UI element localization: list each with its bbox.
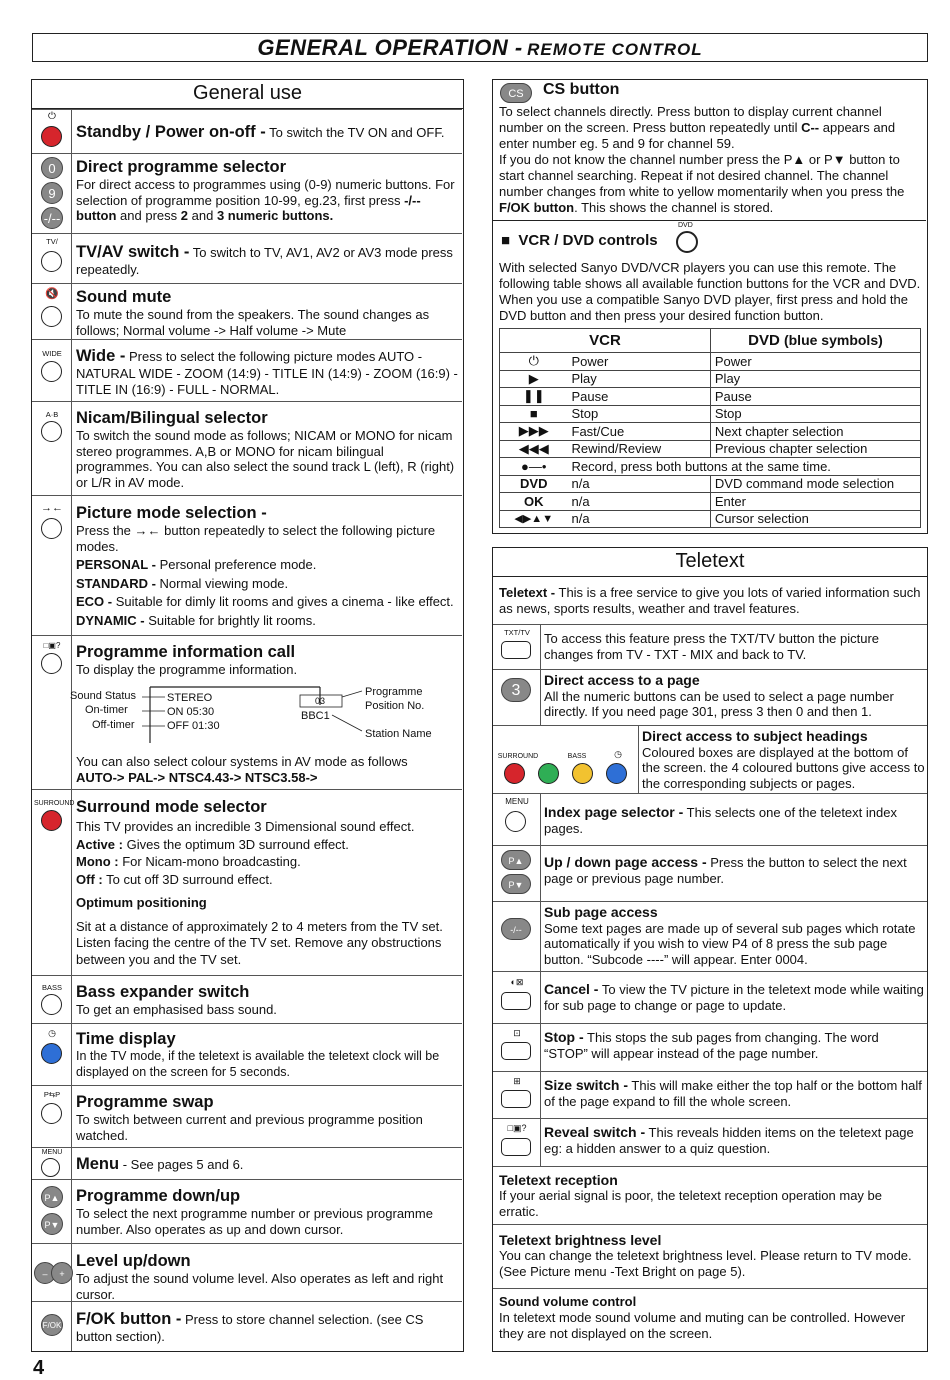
power-icon: ⏻ [48, 111, 56, 122]
colour-systems-text: You can also select colour systems in AV mode as follows [76, 754, 408, 769]
nicam-desc: To switch the sound mode as follows; NICAM or MONO for nicam stereo programmes. A,B or MONO for nicam bilingual programmes. You can also select the sound track L (left), R (right) or L/R in AV mode. [76, 428, 455, 490]
teletext-intro: This is a free service to give you lots of varied information such as news, sports results, weather and travel features. [499, 585, 921, 616]
p-up-button[interactable]: P▲ [41, 1186, 63, 1208]
surround-desc: This TV provides an incredible 3 Dimensional sound effect. [76, 819, 415, 834]
red-button[interactable] [504, 763, 525, 784]
size-button[interactable] [501, 1090, 531, 1108]
numeric-text: 3 numeric buttons. [216, 208, 334, 223]
bass-label: BASS [41, 983, 62, 992]
brightness-desc: You can change the teletext brightness level. Please return to TV mode.(See Picture menu -Text Bright on page 5). [499, 1248, 912, 1279]
p-down-button[interactable]: P▼ [41, 1213, 63, 1235]
cancel-title: Cancel - [544, 981, 599, 997]
direct-page-title: Direct access to a page [544, 672, 700, 688]
general-use-section [31, 79, 464, 1352]
programme-down-up-desc: To select the next programme number or previous programme number. Also operates as up and down cursor. [76, 1206, 433, 1237]
two-text: 2 [180, 208, 188, 223]
vcr-cell: Stop [568, 405, 711, 423]
reveal-icon: □▣? [507, 1123, 527, 1133]
table-row [500, 475, 921, 493]
info-desc: To display the programme information. [76, 662, 298, 677]
tv-av-title: TV/AV switch - [76, 243, 190, 261]
cs-text1: To select channels directly. Press button to display current channel number on the screen. Press button repeatedly until [499, 104, 882, 135]
row-sub-page [493, 901, 927, 971]
symbol-cell: ◀◀◀ [500, 440, 568, 458]
row-programme-info [32, 635, 462, 789]
title-main: GENERAL OPERATION - [257, 35, 523, 60]
mute-button[interactable] [41, 306, 62, 327]
surround-mode-key: Off : [76, 871, 103, 887]
volume-up-button[interactable]: + [51, 1262, 73, 1284]
dvd-col-header-cell [710, 329, 920, 353]
dvd-cell: Previous chapter selection [710, 440, 920, 458]
bass-desc: To get an emphasised bass sound. [76, 1002, 277, 1017]
vcr-cell: n/a [568, 475, 711, 493]
row-subject-headings [493, 725, 927, 793]
wide-label: WIDE [42, 349, 62, 358]
vcr-intro: With selected Sanyo DVD/VCR players you can use this remote. The following table shows all available function buttons for the VCR and DVD. When you use a compatible Sanyo DVD player, first press and hold the DVD button and then press your desired function button. [499, 260, 921, 323]
bass-label: BASS [567, 753, 587, 760]
symbol-cell: DVD [500, 475, 568, 493]
osd-off-timer: Off-timer [92, 719, 135, 731]
mode-value: Suitable for brightly lit rooms. [148, 612, 316, 628]
standby-title: Standby / Power on-off - [76, 123, 266, 141]
row-bass [32, 975, 462, 1023]
mute-title: Sound mute [76, 288, 172, 306]
symbol-cell: ◀▶▲▼ [500, 510, 568, 528]
menu-button[interactable] [41, 1158, 60, 1177]
stop-icon: ⊡ [513, 1028, 521, 1038]
surround-label: SURROUND [497, 753, 539, 760]
dvd-cell: Play [710, 370, 920, 388]
vcr-cell: n/a [568, 493, 711, 511]
menu-title: Menu [76, 1155, 120, 1173]
surround-label: SURROUND [34, 800, 75, 807]
cancel-icon: ◐⊠ [510, 977, 524, 987]
row-programme-down-up [32, 1179, 462, 1243]
dvd-col-header: DVD [748, 332, 780, 349]
row-tv-av [32, 233, 462, 283]
symbol-cell: ⏻ [500, 353, 568, 371]
dvd-cell: Enter [710, 493, 920, 511]
page-up-button[interactable]: P▲ [501, 850, 531, 870]
mode-value: Suitable for dimly lit rooms and gives a cinema - like effect. [115, 594, 454, 609]
mode-value: Personal preference mode. [159, 557, 317, 572]
cs-text2c: . This shows the channel is stored. [574, 200, 774, 215]
osd-prog-pos2: Position No. [365, 700, 425, 712]
row-picture-mode [32, 495, 462, 635]
and-press-text: and press [120, 208, 178, 223]
bass-title: Bass expander switch [76, 983, 250, 1001]
swap-label: P⇆P [43, 1090, 61, 1099]
level-desc: To adjust the sound volume level. Also operates as left and right cursor. [76, 1271, 444, 1302]
vcr-col-header: VCR [500, 329, 711, 353]
vcr-dvd-table [499, 328, 921, 528]
mode-key: PERSONAL - [76, 557, 156, 572]
up-down-title: Up / down page access - [544, 854, 707, 870]
vcr-cell: Rewind/Review [568, 440, 711, 458]
mode-key: STANDARD - [76, 575, 156, 591]
level-title: Level up/down [76, 1252, 191, 1270]
table-row [500, 510, 921, 528]
size-icon: ⊞ [513, 1076, 521, 1086]
note-brightness [493, 1224, 927, 1288]
green-button[interactable] [538, 763, 559, 784]
clock-icon: ◷ [48, 1028, 56, 1038]
mode-key: DYNAMIC - [76, 612, 145, 628]
size-desc: This will make either the top half or the bottom half of the page expand to fill the whole screen. [544, 1078, 922, 1109]
symbol-cell: ❚❚ [500, 388, 568, 406]
index-title: Index page selector - [544, 804, 684, 820]
row-menu [32, 1147, 462, 1179]
picture-mode-icon: →← [41, 502, 63, 514]
picture-mode-desc: Press the →← button repeatedly to select the following picture modes. [76, 523, 436, 554]
tv-av-desc: To switch to TV, AV1, AV2 or AV3 mode press repeatedly. [76, 245, 453, 277]
row-direct-page [493, 669, 927, 725]
vcr-cell: Record, press both buttons at the same time. [568, 458, 921, 476]
direct-programme-title: Direct programme selector [76, 158, 286, 176]
dvd-cell: Power [710, 353, 920, 371]
brightness-title: Teletext brightness level [499, 1232, 662, 1248]
cs-text2b: F/OK button [499, 200, 575, 215]
cancel-button[interactable] [501, 992, 531, 1010]
cancel-desc: To view the TV picture in the teletext mode while waiting for sub page to change or page to update. [544, 982, 924, 1013]
reveal-desc: This reveals hidden items on the teletext page eg: a hidden answer to a quiz question. [544, 1125, 914, 1156]
programme-down-up-title: Programme down/up [76, 1187, 241, 1205]
osd-on-time: ON 05:30 [167, 706, 215, 718]
teletext-section [492, 547, 928, 1352]
row-wide [32, 339, 462, 401]
mute-icon: 🔇 [45, 288, 59, 300]
vcr-title: VCR / DVD controls [518, 232, 658, 249]
surround-mode-value: For Nicam-mono broadcasting. [122, 854, 301, 869]
f-ok-button[interactable]: F/OK [41, 1314, 63, 1336]
nicam-title: Nicam/Bilingual selector [76, 409, 268, 427]
txt-tv-button[interactable] [501, 641, 531, 659]
subject-headings-desc: Coloured boxes are displayed at the bottom of the screen. the 4 coloured buttons give access to the corresponding subjects or pages. [642, 744, 925, 791]
sub-page-desc: Some text pages are made up of several sub pages which rotate automatically if you wish to view P4 of 8 press the sub page button. “Subcode ----” will appear. Enter 0004. [544, 920, 916, 967]
vcr-table-header [500, 329, 921, 353]
sound-volume-desc: In teletext mode sound volume and muting can be controlled. However they are not displayed on the screen. [499, 1310, 906, 1341]
direct-page-desc: All the numeric buttons can be used to select a page number directly. If you need page 301, press 3 then 0 and then 1. [544, 688, 894, 719]
clock-icon: ◷ [614, 749, 622, 759]
sound-volume-title: Sound volume control [499, 1294, 637, 1309]
reveal-button[interactable] [501, 1138, 531, 1156]
cs-title: CS button [543, 81, 620, 98]
row-cancel [493, 971, 927, 1023]
mode-key: ECO - [76, 594, 113, 609]
tv-av-button[interactable] [41, 251, 62, 272]
size-title: Size switch - [544, 1077, 629, 1093]
picture-mode-title: Picture mode selection - [76, 504, 267, 522]
table-row [500, 440, 921, 458]
txt-tv-label: TXT/TV [504, 628, 530, 637]
picture-mode-button[interactable] [41, 518, 62, 539]
menu-label: MENU [505, 797, 529, 806]
dvd-cell: Pause [710, 388, 920, 406]
note-reception [493, 1166, 927, 1224]
reveal-title: Reveal switch - [544, 1124, 646, 1140]
vcr-square-icon: ■ [501, 232, 511, 249]
table-row [500, 388, 921, 406]
time-desc: In the TV mode, if the teletext is available the teletext clock will be displayed on the screen for 5 seconds. [76, 1049, 440, 1079]
title-sub: REMOTE CONTROL [527, 40, 703, 59]
row-nicam [32, 401, 462, 495]
vcr-cell: Power [568, 353, 711, 371]
dvd-button[interactable] [676, 231, 698, 253]
colour-systems-list: AUTO-> PAL-> NTSC4.43-> NTSC3.58-> [76, 769, 318, 785]
vcr-cell: Fast/Cue [568, 423, 711, 441]
row-txt-tv [493, 624, 927, 669]
row-time-display [32, 1023, 462, 1085]
table-row [500, 423, 921, 441]
surround-title: Surround mode selector [76, 798, 267, 816]
row-programme-swap [32, 1085, 462, 1147]
symbol-cell: ●—• [500, 458, 568, 476]
dvd-cell: Stop [710, 405, 920, 423]
vcr-cell: Play [568, 370, 711, 388]
nine-button[interactable]: 9 [41, 182, 63, 204]
dvd-col-sub: (blue symbols) [783, 332, 883, 348]
row-size-switch [493, 1071, 927, 1118]
three-button[interactable]: 3 [501, 678, 531, 702]
table-row [500, 493, 921, 511]
dvd-label: DVD [678, 222, 693, 229]
row-standby [32, 109, 462, 153]
info-button[interactable] [41, 653, 62, 674]
row-level-up-down [32, 1243, 462, 1301]
swap-desc: To switch between current and previous programme position watched. [76, 1112, 423, 1143]
page-down-button[interactable]: P▼ [501, 874, 531, 894]
nicam-label: A·B [45, 410, 59, 419]
row-direct-programme [32, 153, 462, 233]
table-row [500, 458, 921, 476]
page-number: 4 [33, 1357, 45, 1379]
mode-value: Normal viewing mode. [159, 575, 289, 591]
dvd-cell: Cursor selection [710, 510, 920, 528]
menu-button[interactable] [505, 811, 526, 832]
dvd-cell: DVD command mode selection [710, 475, 920, 493]
osd-station: BBC1 [301, 710, 330, 722]
cs-icon[interactable]: CS [500, 83, 532, 103]
sub-page-button[interactable]: -/-- [501, 918, 531, 940]
teletext-intro-title: Teletext - [499, 585, 556, 600]
standby-button[interactable] [41, 126, 62, 147]
info-title: Programme information call [76, 643, 296, 661]
dash-text: -/-- button [76, 192, 421, 223]
surround-mode-value: Gives the optimum 3D surround effect. [126, 836, 349, 852]
osd-on-timer: On-timer [85, 704, 128, 716]
osd-prog-pos: Programme [365, 686, 423, 698]
optimum-positioning-title: Optimum positioning [76, 895, 207, 910]
reception-title: Teletext reception [499, 1172, 618, 1188]
wide-desc: Press to select the following picture modes AUTO - NATURAL WIDE - ZOOM (14:9) - TITLE IN (14:9) - ZOOM (16:9) - TITLE IN (16:9) - FULL - NORMAL. [76, 349, 458, 397]
subject-headings-title: Direct access to subject headings [642, 728, 868, 744]
f-ok-title: F/OK button - [76, 1310, 182, 1328]
dvd-cell: Next chapter selection [710, 423, 920, 441]
nicam-button[interactable] [41, 421, 62, 442]
cs-text1b: C-- [801, 120, 820, 135]
surround-mode-value: To cut off 3D surround effect. [106, 871, 273, 887]
vcr-cell: n/a [568, 510, 711, 528]
general-use-heading: General use [32, 80, 463, 109]
teletext-heading: Teletext [493, 548, 927, 577]
table-row [500, 370, 921, 388]
tv-av-label: TV/ [46, 237, 58, 246]
direct-programme-desc: For direct access to programmes using (0-9) numeric buttons. For selection of programme position 10-99, eg.23, first press [76, 177, 455, 208]
optimum-positioning-desc: Sit at a distance of approximately 2 to 4 meters from the TV set. Listen facing the centre of the TV set. Remove any obstructions between you and the TV set. [76, 918, 443, 967]
stop-button[interactable] [501, 1042, 531, 1060]
osd-off-time: OFF 01:30 [167, 720, 220, 732]
standby-desc: To switch the TV ON and OFF. [269, 125, 445, 140]
menu-desc: - See pages 5 and 6. [122, 1157, 244, 1172]
stop-desc: This stops the sub pages from changing. The word “STOP” will appear instead of the page number. [544, 1030, 879, 1061]
symbol-cell: ▶ [500, 370, 568, 388]
note-sound-volume [493, 1288, 927, 1351]
row-surround [32, 789, 462, 975]
and-text: and [191, 208, 214, 223]
vcr-cell: Pause [568, 388, 711, 406]
index-desc: This selects one of the teletext index pages. [544, 805, 897, 836]
symbol-cell: ■ [500, 405, 568, 423]
cs-text1c: appears and enter number eg. 5 and 9 for channel 59. [499, 120, 896, 151]
time-button[interactable] [41, 1043, 62, 1064]
page-title [32, 33, 928, 62]
mute-desc: To mute the sound from the speakers. The sound changes as follows; Normal volume -> Half volume -> Mute [76, 307, 430, 338]
zero-button[interactable]: 0 [41, 157, 63, 179]
wide-button[interactable] [41, 361, 62, 382]
bass-button[interactable] [41, 994, 62, 1015]
row-reveal [493, 1118, 927, 1166]
f-ok-desc: Press to store channel selection. (see CS button section). [76, 1312, 424, 1344]
surround-mode-key: Mono : [76, 854, 119, 869]
blue-button[interactable] [606, 763, 627, 784]
time-title: Time display [76, 1030, 176, 1048]
volume-down-button[interactable]: – [34, 1262, 56, 1284]
symbol-cell: OK [500, 493, 568, 511]
row-up-down-page [493, 845, 927, 901]
table-row [500, 405, 921, 423]
osd-prog-number: 03 [315, 696, 326, 706]
reception-desc: If your aerial signal is poor, the teletext reception operation may be erratic. [499, 1188, 882, 1219]
swap-title: Programme swap [76, 1093, 214, 1111]
yellow-button[interactable] [572, 763, 593, 784]
row-f-ok [32, 1301, 462, 1351]
swap-button[interactable] [41, 1103, 62, 1124]
osd-station-name: Station Name [365, 728, 432, 740]
up-down-desc: Press the button to select the next page or previous page number. [544, 855, 907, 886]
info-icon: □▣? [43, 641, 61, 650]
row-stop [493, 1023, 927, 1071]
cs-button-block [493, 80, 926, 221]
osd-diagram [70, 685, 462, 751]
txt-tv-desc: To access this feature press the TXT/TV button the picture changes from TV - TXT - MIX and back to TV. [544, 631, 880, 662]
sub-page-title: Sub page access [544, 904, 658, 920]
row-index-page [493, 793, 927, 845]
dash-button[interactable]: -/-- [41, 207, 63, 229]
cs-text2: If you do not know the channel number press the P▲ or P▼ button to start channel searching. Repeat if not desired channel. The channel number changes from white to yellow momentarily when you press the [499, 152, 905, 199]
symbol-cell: ▶▶▶ [500, 423, 568, 441]
cs-vcr-section [492, 79, 928, 534]
stop-title: Stop - [544, 1029, 584, 1045]
wide-title: Wide - [76, 347, 126, 365]
surround-button[interactable] [41, 810, 62, 831]
menu-label: MENU [41, 1149, 63, 1156]
osd-sound-status: Sound Status [70, 690, 137, 702]
row-sound-mute [32, 283, 462, 339]
table-row [500, 353, 921, 371]
surround-mode-key: Active : [76, 836, 123, 852]
osd-stereo: STEREO [167, 692, 213, 704]
